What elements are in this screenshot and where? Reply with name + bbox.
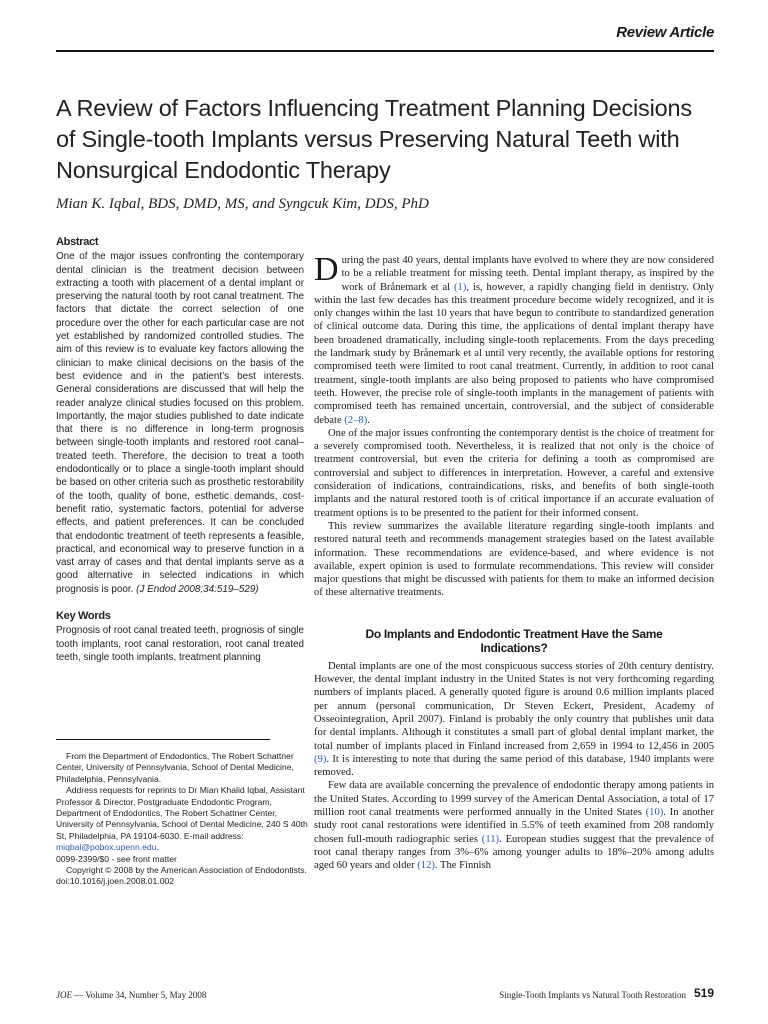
article-title: A Review of Factors Influencing Treatment Planning Decisions of Single-tooth Implants versus Preserving Natural Teeth with Nonsurgical Endodontic Therapy [56,95,692,183]
reference-link[interactable]: (2–8) [344,414,368,426]
body-paragraph-5 [314,779,714,872]
body-text: Dental implants are one of the most conspicuous success stories of 20th century dentistry. However, the dental implant industry in the United States is not very forthcoming regarding numbers of implants placed. A generally quoted figure is around 0.6 million implants placed per annum (personal communication, Dr Steven Eckert, President, Academy of Osseointegration, April 2007). Finland is probably the only country that publishes unit data for dental implants. Although it constitutes a small part of global dental implant market, the total number of implants placed in Finland increased from 2,659 in 1994 to 12,456 in 2005 [314,660,714,752]
abstract-heading: Abstract [56,236,99,248]
body-text: . It is interesting to note that during the same period of this database, 1940 implants were removed. [314,753,714,779]
footer-journal [56,990,206,1000]
affiliation-dept: From the Department of Endodontics, The Robert Schattner Center, University of Pennsylvania, School of Dental Medicine, Philadelphia, Pennsylvania. [56,751,294,784]
section-heading: Do Implants and Endodontic Treatment Have the Same Indications? [365,626,663,655]
reference-link[interactable]: (11) [481,833,500,845]
section-label: Review Article [616,24,714,41]
keywords-heading: Key Words [56,610,111,623]
body-text: uring the past 40 years, dental implants have evolved to where they are now considered to be a reliable treatment for missing teeth. Dental implant therapy, as inspired by the work of Brånemark et al [341,255,714,293]
body-paragraph-1 [314,251,714,427]
abstract-citation: (J Endod 2008;34:519–529) [136,583,259,595]
body-text: . [367,414,370,426]
abstract-column [56,236,304,664]
reference-link[interactable]: (9) [314,753,327,765]
reference-link[interactable]: (10) [645,806,664,818]
affiliation-reprints: Address requests for reprints to Dr Mian Khalid Iqbal, Assistant Professor & Director, Postgraduate Endodontic Program, Department of Endodontics, The Robert Schattner Center, University of Pennsylvania, School of Dental Medicine, 240 S 40th St, Philadelphia, PA 19104-6030. E-mail address: miqbal@pobox.upenn.edu. [56,785,308,853]
body-text: Few data are available concerning the prevalence of endodontic therapy among patients in the United States. According to 1999 survey of the American Dental Association, a total of 17 million root canal treatments were performed annually in the United States [314,780,714,818]
journal-abbrev: JOE [56,990,72,1000]
footnote-rule [56,739,270,740]
header-rule [56,50,714,52]
reprint-address: Address requests for reprints to Dr Mian Khalid Iqbal, Assistant Professor & Director, Postgraduate Endodontic Program, Department of Endodontics, The Robert Schattner Center, University of Pennsylvania, School of Dental Medicine, 240 S 40th St, Philadelphia, PA 19104-6030. E-mail address: [56,785,308,841]
body-paragraph-2: One of the major issues confronting the contemporary dentist is the choice of treatment for a severely compromised tooth. Nevertheless, it is realized that not only is the choice of treatment controversial, but even the criteria for defining a tooth as compromised are controversial and subject to differences in interpretation. However, a careful and extensive consideration of indications, contraindications, risks, and benefits of both single-tooth implants and the natural restored tooth is of critical importance if an accurate evaluation of treatment options is to be presented to the patient for their informed consent. [314,427,714,519]
reference-link[interactable]: (12) [417,860,435,872]
body-paragraph-4 [314,660,714,780]
body-text: , is, however, a rapidly changing field in dentistry. Only within the last few decades has this treatment procedure become widely recognized, and it is only changes within the last 10 years that have begun to contribute to standardized generation of clinical outcome data. During this time, the applications of dental implant therapy have been broadened dramatically, including single-tooth replacements. From the days preceding the landmark study by Brånemark et al until very recently, the available options for restoring compromised teeth were limited to root canal treatment. Currently, in addition to root canal treatment, single-tooth implants are also being proposed to patients who have compromised teeth. However, the precise role of single-tooth implants in the management of patients with compromised teeth has remained uncertain, controversial, and the subject of considerable debate [314,281,714,426]
drop-cap: D [314,251,339,288]
issn-line: 0099-2399/$0 - see front matter [56,853,177,864]
body-text: . European studies suggest that the prevalence of root canal therapy ranges from 3%–6% among younger adults to 18%–20% among adults aged 60 years and older [314,833,714,872]
affiliation-footnote [56,751,308,888]
footer-running-title: Single-Tooth Implants vs Natural Tooth Restoration [499,990,686,1000]
journal-volume: — Volume 34, Number 5, May 2008 [72,990,207,1000]
body-text: . The Finnish [434,860,491,872]
reference-link[interactable]: (1) [454,281,467,293]
body-paragraph-3: This review summarizes the available literature regarding single-tooth implants and restored natural teeth and recommends management strategies based on the latest available information. These recommendations are evidence-based, and where evidence is not available, expert opinion is used to formulate recommendations. This review will consider major questions that might be discussed with patients for them to make an informed decision of these alternative treatments. [314,520,714,599]
doi-line: doi:10.1016/j.joen.2008.01.002 [56,876,175,887]
body-text: . In another study root canal restorations were identified in 5.5% of teeth examined from 208 randomly chosen full-mouth radiographic series [314,806,714,845]
keywords-text: Prognosis of root canal treated teeth, prognosis of single tooth implants, root canal restoration, root canal treated teeth, single tooth implants, treatment planning [56,625,304,663]
abstract-text: One of the major issues confronting the contemporary dental clinician is the treatment decision between extracting a tooth with placement of a dental implant or preserving the natural tooth by root canal treatment. The factors that dictate the correct selection of one procedure over the other for each particular case are not yet established by randomized controlled studies. The aim of this review is to evaluate key factors allowing the clinician to make clinical decisions on the basis of the best evidence and in the patient’s best interests. General considerations are discussed that will help the reader analyze clinical studies focused on this problem. Importantly, the major studies published to date indicate that there is no difference in long-term prognosis between single-tooth implants and restored root canal–treated teeth. Therefore, the decision to treat a tooth endodontically or to place a single-tooth implant should be based on other criteria such as prosthetic restorability of the tooth, quality of bone, esthetic demands, cost-benefit ratio, systematic factors, potential for adverse effects, and patient preferences. It can be concluded that endodontic treatment of teeth represents a feasible, practical, and economical way to preserve function in a vast array of cases and that dental implants serve as a good alternative in selected indications in which prognosis is poor. [56,251,304,595]
page-number: 519 [693,986,714,1000]
body-column [314,251,714,872]
author-line: Mian K. Iqbal, BDS, DMD, MS, and Syngcuk Kim, DDS, PhD [56,196,429,212]
email-link[interactable]: miqbal@pobox.upenn.edu [56,842,157,853]
copyright-line: Copyright © 2008 by the American Association of Endodontists. [66,865,307,876]
abstract-body [56,250,304,596]
